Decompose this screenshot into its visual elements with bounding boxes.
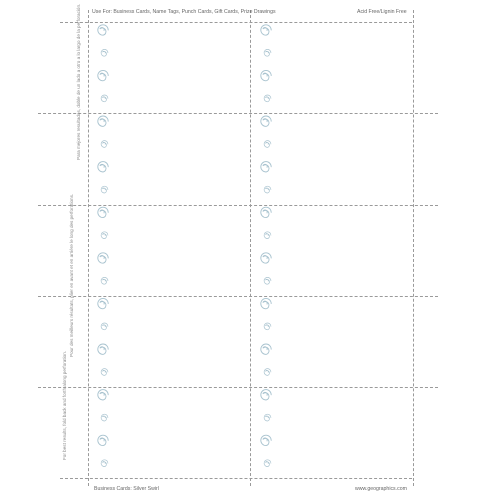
silver-swirl-icon [261, 344, 271, 354]
silver-swirl-icon [101, 460, 108, 467]
silver-swirl-icon [264, 186, 271, 193]
silver-swirl-icon [98, 162, 108, 172]
silver-swirl-icon [264, 369, 271, 376]
silver-swirl-icon [101, 414, 108, 421]
silver-swirl-icon [261, 435, 271, 445]
perforation-left [88, 10, 89, 486]
perforation-top [60, 22, 412, 23]
silver-swirl-icon [264, 460, 271, 467]
silver-swirl-icon [101, 141, 108, 148]
silver-swirl-icon [98, 207, 108, 217]
silver-swirl-icon [98, 70, 108, 80]
swirl-strip-right [259, 22, 275, 478]
silver-swirl-icon [264, 277, 271, 284]
acid-free-text: Acid Free/Lignin Free [357, 9, 407, 15]
instruction-english: For best results, fold back and forth along perforation. [62, 350, 67, 460]
silver-swirl-icon [261, 298, 271, 308]
website-text: www.geographics.com [355, 486, 407, 492]
silver-swirl-icon [98, 344, 108, 354]
silver-swirl-icon [264, 141, 271, 148]
silver-swirl-icon [264, 414, 271, 421]
silver-swirl-icon [98, 253, 108, 263]
silver-swirl-icon [98, 116, 108, 126]
silver-swirl-icon [261, 116, 271, 126]
silver-swirl-icon [101, 369, 108, 376]
silver-swirl-icon [264, 323, 271, 330]
instruction-spanish: Para mejores resultados, doble de un lado a otro a lo largo de la perforación. [76, 3, 81, 160]
perforation-bottom [60, 478, 412, 479]
silver-swirl-icon [101, 277, 108, 284]
silver-swirl-icon [101, 95, 108, 102]
swirl-strip-left [96, 22, 112, 478]
silver-swirl-icon [264, 49, 271, 56]
silver-swirl-icon [261, 253, 271, 263]
silver-swirl-icon [98, 298, 108, 308]
silver-swirl-icon [261, 70, 271, 80]
silver-swirl-icon [261, 25, 271, 35]
perforation-right [413, 10, 414, 486]
silver-swirl-icon [101, 323, 108, 330]
silver-swirl-icon [261, 162, 271, 172]
silver-swirl-icon [98, 435, 108, 445]
product-name-text: Business Cards: Silver Swirl [94, 486, 159, 492]
silver-swirl-icon [264, 232, 271, 239]
silver-swirl-icon [101, 186, 108, 193]
silver-swirl-icon [264, 95, 271, 102]
silver-swirl-icon [101, 49, 108, 56]
silver-swirl-icon [101, 232, 108, 239]
silver-swirl-icon [261, 390, 271, 400]
instruction-french: Pour des meilleurs résultats, plier en avant et en arrière le long des perforations. [69, 193, 74, 357]
perforation-middle [250, 10, 251, 486]
silver-swirl-icon [98, 390, 108, 400]
silver-swirl-icon [98, 25, 108, 35]
silver-swirl-icon [261, 207, 271, 217]
uses-text: Use For: Business Cards, Name Tags, Punch Cards, Gift Cards, Prize Drawings [92, 9, 276, 15]
